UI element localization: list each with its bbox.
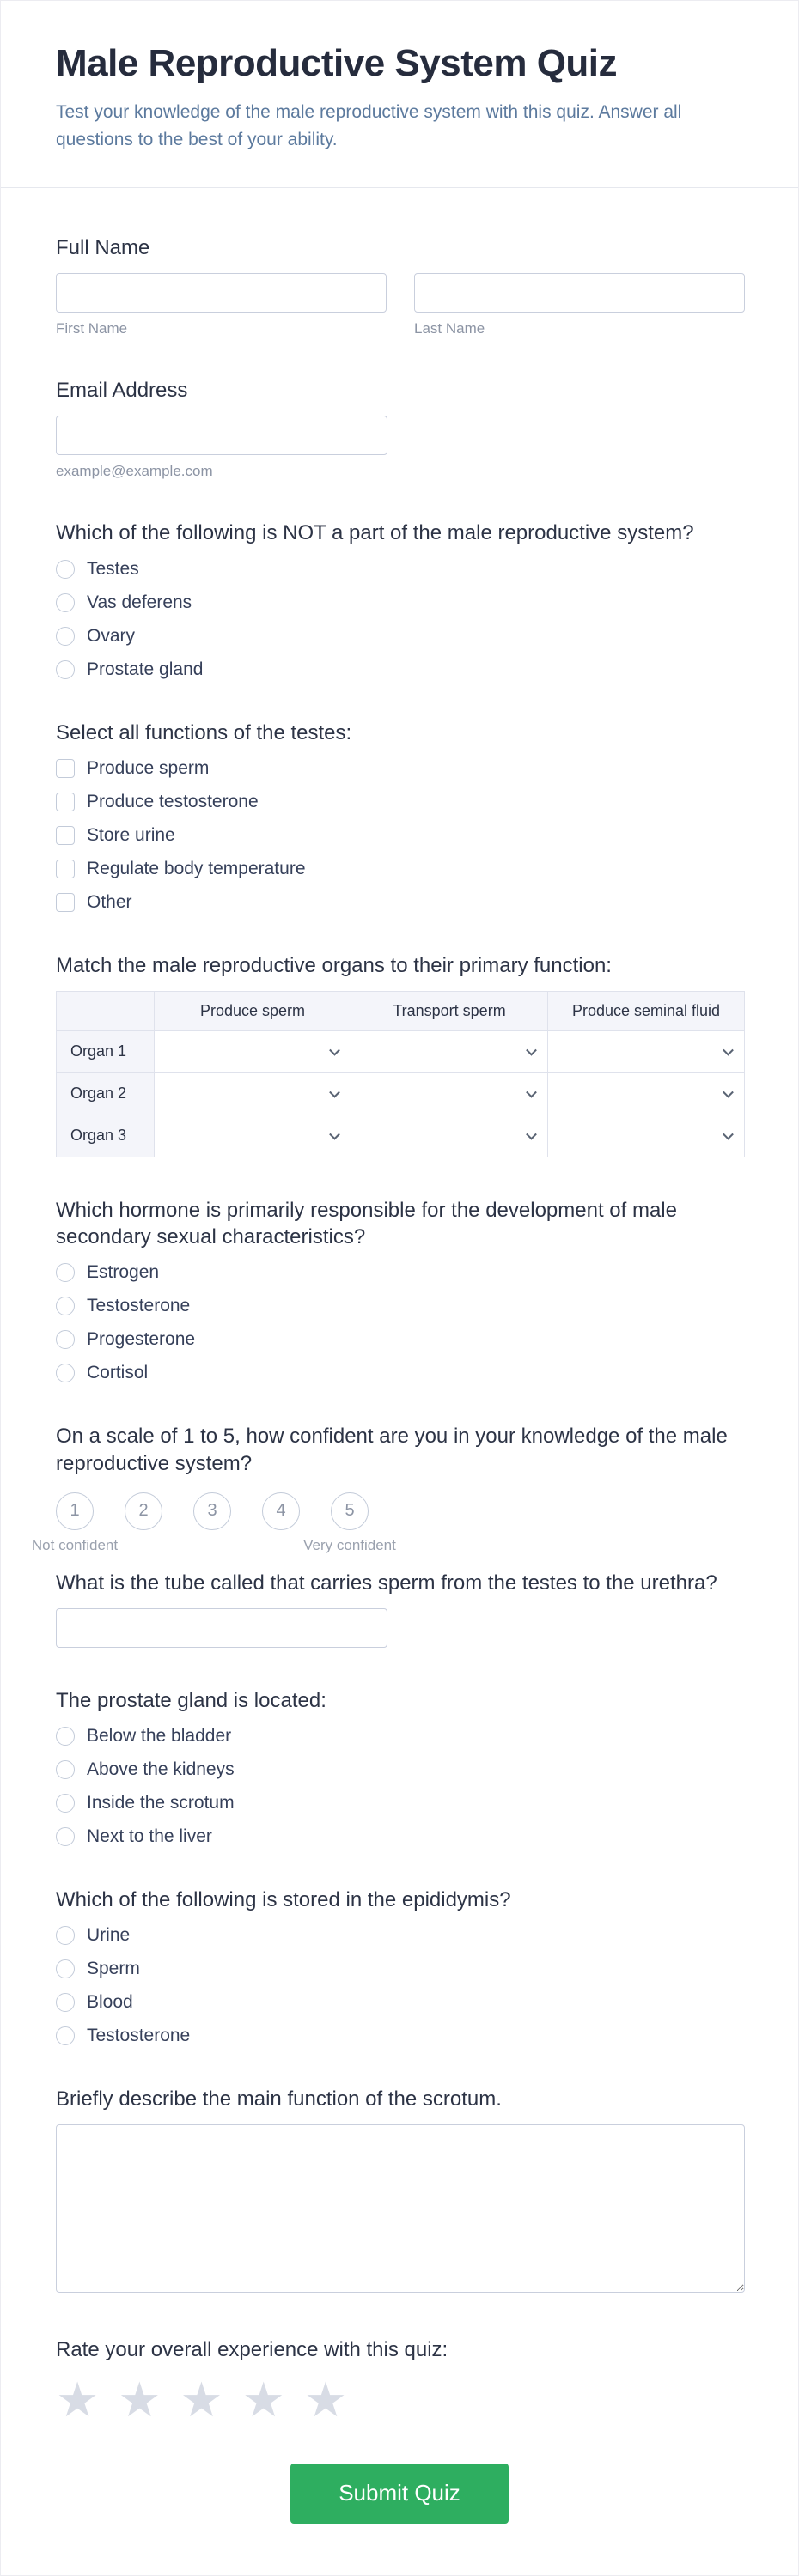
last-name-sublabel: Last Name xyxy=(414,320,485,337)
checkbox-option-label: Store urine xyxy=(87,824,175,845)
question-label: What is the tube called that carries sperm from the testes to the urethra? xyxy=(56,1571,717,1595)
scale-option-1 xyxy=(31,1492,119,1553)
matrix-table xyxy=(56,991,745,1157)
checkbox[interactable] xyxy=(56,793,75,811)
question-label: On a scale of 1 to 5, how confident are you in your knowledge of the male reproductive system? xyxy=(56,1425,728,1475)
question-label: Select all functions of the testes: xyxy=(56,720,352,744)
radio-button[interactable] xyxy=(56,2026,75,2045)
question-testes-functions xyxy=(56,720,743,913)
scale-option-5 xyxy=(303,1492,396,1553)
scale-option-4 xyxy=(262,1492,300,1530)
radio-button[interactable] xyxy=(56,1297,75,1315)
star-icon[interactable]: ★ xyxy=(118,2372,162,2427)
star-icon[interactable]: ★ xyxy=(303,2372,348,2427)
question-full-name xyxy=(56,234,743,337)
checkbox-option xyxy=(56,792,743,812)
question-label: Briefly describe the main function of the scrotum. xyxy=(56,2087,502,2111)
radio-button[interactable] xyxy=(56,1727,75,1746)
question-hormone xyxy=(56,1197,743,1383)
last-name-input[interactable] xyxy=(414,273,745,313)
radio-button[interactable] xyxy=(56,1364,75,1382)
form-header xyxy=(1,1,798,188)
scale-circle-2[interactable]: 2 xyxy=(125,1492,162,1530)
radio-button[interactable] xyxy=(56,593,75,612)
question-label: Which hormone is primarily responsible for the development of male secondary sexual characteristics? xyxy=(56,1198,677,1249)
form-body xyxy=(1,188,798,2575)
matrix-dropdown[interactable] xyxy=(548,1115,745,1157)
scale-row xyxy=(31,1492,743,1553)
scale-circle-4[interactable]: 4 xyxy=(262,1492,300,1530)
radio-option xyxy=(56,1793,743,1814)
checkbox[interactable] xyxy=(56,759,75,778)
matrix-dropdown[interactable] xyxy=(351,1115,548,1157)
form-title: Male Reproductive System Quiz xyxy=(56,42,618,84)
scale-min-label: Not confident xyxy=(31,1536,119,1553)
matrix-corner-cell xyxy=(57,991,155,1030)
matrix-column-header: Transport sperm xyxy=(351,991,548,1030)
matrix-dropdown[interactable] xyxy=(155,1115,351,1157)
radio-option xyxy=(56,592,743,613)
matrix-row-header: Organ 3 xyxy=(57,1115,155,1157)
name-fields-row xyxy=(56,273,745,337)
radio-option xyxy=(56,1759,743,1780)
checkbox-option-label: Produce testosterone xyxy=(87,791,259,811)
form-subtitle: Test your knowledge of the male reproductive system with this quiz. Answer all questions to the best of your ability. xyxy=(56,102,682,149)
scale-circle-5[interactable]: 5 xyxy=(331,1492,369,1530)
radio-option-label: Above the kidneys xyxy=(87,1759,235,1780)
matrix-dropdown[interactable] xyxy=(351,1072,548,1115)
radio-option xyxy=(56,1959,743,1979)
radio-button[interactable] xyxy=(56,1926,75,1945)
radio-option-label: Next to the liver xyxy=(87,1826,212,1847)
question-scrotum xyxy=(56,2086,743,2297)
checkbox-option-label: Produce sperm xyxy=(87,757,210,778)
question-email xyxy=(56,377,743,480)
radio-button[interactable] xyxy=(56,627,75,646)
radio-button[interactable] xyxy=(56,1959,75,1978)
radio-option-label: Estrogen xyxy=(87,1262,160,1283)
radio-option-label: Testes xyxy=(87,558,139,579)
question-confidence-scale xyxy=(31,1423,743,1553)
email-input[interactable] xyxy=(56,416,387,455)
radio-option-label: Ovary xyxy=(87,625,136,646)
question-label: Which of the following is stored in the epididymis? xyxy=(56,1888,511,1912)
radio-button[interactable] xyxy=(56,560,75,579)
chevron-down-icon xyxy=(526,1129,537,1140)
matrix-dropdown[interactable] xyxy=(548,1030,745,1072)
radio-button[interactable] xyxy=(56,1993,75,2012)
question-tube xyxy=(56,1570,743,1648)
first-name-column xyxy=(56,273,387,337)
chevron-down-icon xyxy=(329,1045,340,1056)
radio-option xyxy=(56,626,743,647)
submit-row xyxy=(56,2464,743,2524)
radio-option xyxy=(56,1363,743,1383)
matrix-row-header: Organ 1 xyxy=(57,1030,155,1072)
chevron-down-icon xyxy=(723,1087,734,1098)
radio-option xyxy=(56,1296,743,1316)
radio-option-label: Prostate gland xyxy=(87,659,204,679)
first-name-input[interactable] xyxy=(56,273,387,313)
question-epididymis xyxy=(56,1886,743,2046)
chevron-down-icon xyxy=(526,1087,537,1098)
question-label: The prostate gland is located: xyxy=(56,1688,326,1712)
question-label: Match the male reproductive organs to their primary function: xyxy=(56,953,612,977)
radio-option-label: Cortisol xyxy=(87,1363,149,1383)
chevron-down-icon xyxy=(329,1087,340,1098)
question-label: Full Name xyxy=(56,236,150,259)
checkbox[interactable] xyxy=(56,860,75,878)
question-label: Email Address xyxy=(56,379,188,403)
matrix-dropdown[interactable] xyxy=(548,1072,745,1115)
radio-option-label: Blood xyxy=(87,1992,133,2013)
radio-option xyxy=(56,1329,743,1350)
radio-option xyxy=(56,1726,743,1747)
radio-option-label: Testosterone xyxy=(87,1296,191,1316)
matrix-dropdown[interactable] xyxy=(155,1030,351,1072)
tube-answer-input[interactable] xyxy=(56,1608,387,1648)
radio-button[interactable] xyxy=(56,660,75,679)
radio-option xyxy=(56,1262,743,1283)
radio-button[interactable] xyxy=(56,1263,75,1282)
question-matrix xyxy=(56,952,743,1157)
radio-option-label: Urine xyxy=(87,1925,131,1946)
checkbox-option xyxy=(56,892,743,913)
scale-circle-3[interactable]: 3 xyxy=(193,1492,231,1530)
chevron-down-icon xyxy=(723,1045,734,1056)
radio-option-label: Testosterone xyxy=(87,2026,191,2046)
radio-option xyxy=(56,2026,743,2046)
email-sublabel: example@example.com xyxy=(56,463,213,480)
radio-option-label: Inside the scrotum xyxy=(87,1793,235,1814)
question-prostate-location xyxy=(56,1687,743,1847)
checkbox-option xyxy=(56,825,743,846)
star-icon[interactable]: ★ xyxy=(56,2372,100,2427)
matrix-dropdown[interactable] xyxy=(155,1072,351,1115)
submit-button[interactable]: Submit Quiz xyxy=(290,2464,509,2524)
chevron-down-icon xyxy=(723,1129,734,1140)
checkbox[interactable] xyxy=(56,893,75,912)
first-name-sublabel: First Name xyxy=(56,320,128,337)
chevron-down-icon xyxy=(526,1045,537,1056)
radio-option xyxy=(56,1826,743,1847)
radio-option xyxy=(56,1925,743,1946)
radio-option xyxy=(56,659,743,680)
radio-option-label: Progesterone xyxy=(87,1329,196,1350)
scale-option-3 xyxy=(193,1492,231,1530)
matrix-column-header: Produce seminal fluid xyxy=(548,991,745,1030)
scrotum-answer-textarea[interactable] xyxy=(56,2124,745,2293)
radio-button[interactable] xyxy=(56,1330,75,1349)
question-rating xyxy=(56,2336,743,2427)
radio-button[interactable] xyxy=(56,1827,75,1846)
star-icon[interactable]: ★ xyxy=(241,2372,285,2427)
star-icon[interactable]: ★ xyxy=(180,2372,223,2427)
question-label: Rate your overall experience with this quiz: xyxy=(56,2338,448,2362)
checkbox-option-label: Regulate body temperature xyxy=(87,858,306,878)
checkbox-option xyxy=(56,758,743,779)
scale-max-label: Very confident xyxy=(303,1536,396,1553)
star-rating xyxy=(56,2372,743,2427)
radio-button[interactable] xyxy=(56,1760,75,1779)
scale-option-2 xyxy=(125,1492,162,1530)
question-label: Which of the following is NOT a part of the male reproductive system? xyxy=(56,521,694,545)
radio-option-label: Sperm xyxy=(87,1959,140,1979)
chevron-down-icon xyxy=(329,1129,340,1140)
matrix-dropdown[interactable] xyxy=(351,1030,548,1072)
radio-option xyxy=(56,559,743,580)
checkbox-option-label: Other xyxy=(87,891,132,912)
question-not-part xyxy=(56,519,743,679)
matrix-column-header: Produce sperm xyxy=(155,991,351,1030)
radio-button[interactable] xyxy=(56,1794,75,1813)
radio-option-label: Vas deferens xyxy=(87,592,192,612)
radio-option-label: Below the bladder xyxy=(87,1726,232,1747)
checkbox[interactable] xyxy=(56,826,75,845)
radio-option xyxy=(56,1992,743,2013)
checkbox-option xyxy=(56,859,743,879)
scale-circle-1[interactable]: 1 xyxy=(56,1492,94,1530)
matrix-row-header: Organ 2 xyxy=(57,1072,155,1115)
last-name-column xyxy=(414,273,745,337)
